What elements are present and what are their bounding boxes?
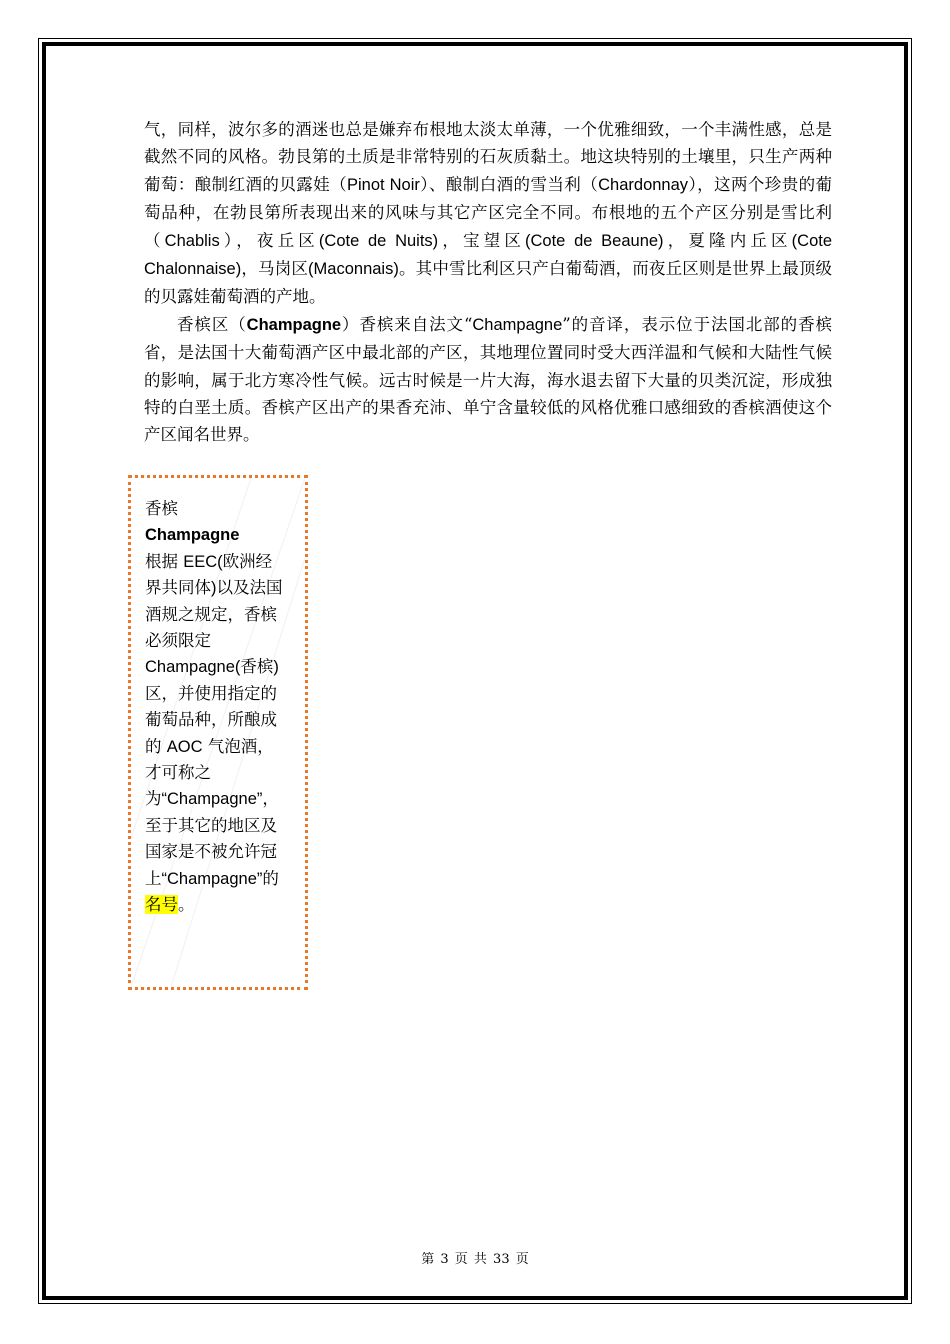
document-body xyxy=(144,116,832,449)
textbox-content xyxy=(145,496,285,919)
paragraph-burgundy: 气，同样，波尔多的酒迷也总是嫌弃布根地太淡太单薄，一个优雅细致，一个丰满性感，总是截然不同的风格。勃艮第的土质是非常特别的石灰质黏土。地这块特别的土壤里，只生产两种葡萄：酿制红酒的贝露娃（Pinot Noir）、酿制白酒的雪当利（Chardonnay），这两个珍贵的葡萄品种，在勃艮第所表现出来的风味与其它产区完全不同。布根地的五个产区分别是雪比利（Chablis），夜丘区(Cote de Nuits)，宝望区(Cote de Beaune)，夏隆内丘区(Cote Chalonnaise)，马岗区(Maconnais)。其中雪比利区只产白葡萄酒，而夜丘区则是世界上最顶级的贝露娃葡萄酒的产地。 xyxy=(144,120,833,307)
highlighted-text: 名号 xyxy=(145,895,178,915)
sidebar-textbox xyxy=(128,475,308,990)
textbox-title-en: Champagne xyxy=(145,526,240,545)
page-number-footer: 第 3 页 共 33 页 xyxy=(421,1252,529,1267)
textbox-paragraph: 根据 EEC(欧洲经界共同体)以及法国酒规之规定，香槟必须限定Champagne(香槟)区，并使用指定的葡萄品种，所酿成的 AOC 气泡酒，才可称之为“Champagne”，至于其它的地区及国家是不被允许冠上“Champagne”的名号。 xyxy=(145,551,283,915)
paragraph-champagne: 香槟区（Champagne）香槟来自法文“Champagne”的音译，表示位于法国北部的香槟省，是法国十大葡萄酒产区中最北部的产区，其地理位置同时受大西洋温和气候和大陆性气候的影响，属于北方寒冷性气候。远古时候是一片大海，海水退去留下大量的贝类沉淀，形成独特的白垩土质。香槟产区出产的果香充沛、单宁含量较低的风格优雅口感细致的香槟酒使这个产区闻名世界。 xyxy=(144,314,832,445)
textbox-title-cn: 香槟 xyxy=(145,499,178,518)
